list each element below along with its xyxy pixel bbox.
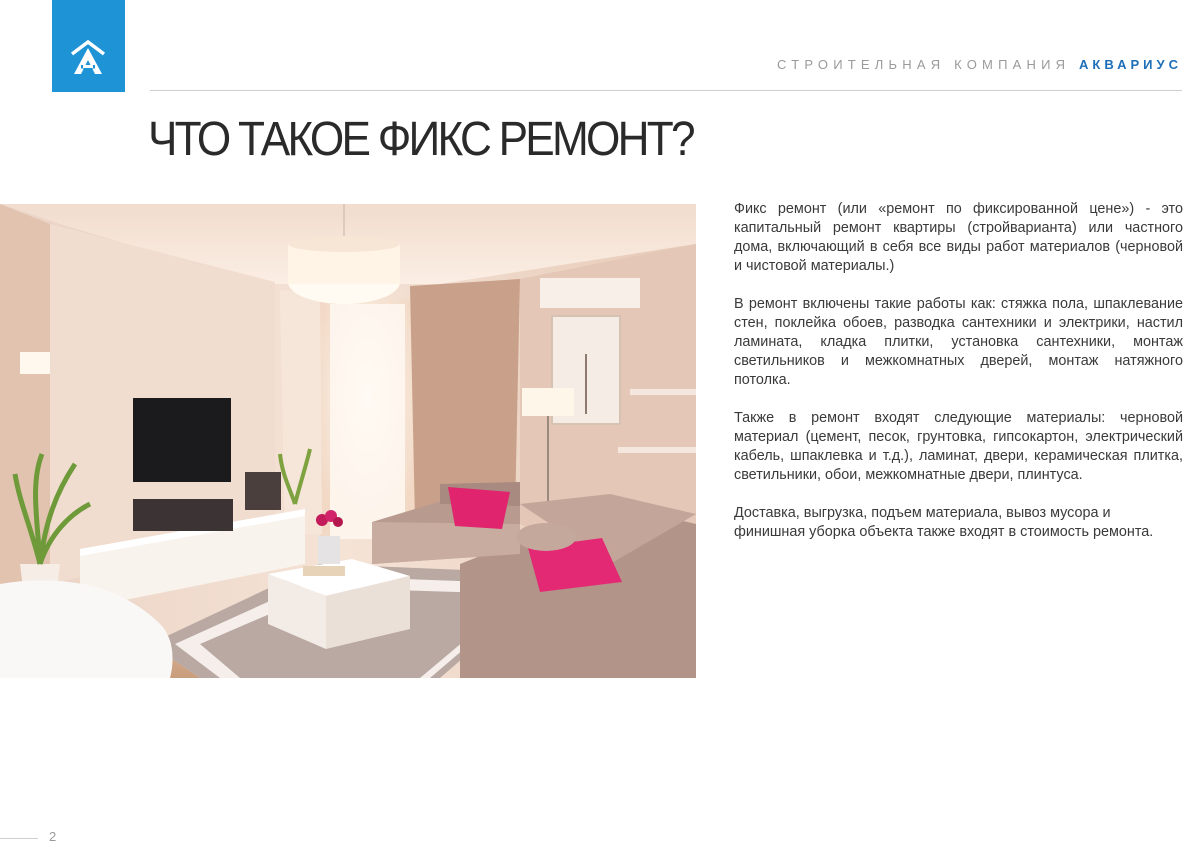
page-number: 2 (49, 829, 57, 844)
header-divider (150, 90, 1182, 91)
company-prefix: СТРОИТЕЛЬНАЯ КОМПАНИЯ (777, 57, 1071, 72)
paragraph: Также в ремонт входят следующие материалы: черновой материал (цемент, песок, грунтовка, гипсокартон, электрический кабель, шпаклевка и т.д.), ламинат, двери, керамическая плитка, светильники, обои, межкомнатные двери, плинтуса. (734, 410, 1183, 483)
company-name (777, 57, 1182, 72)
paragraph: В ремонт включены такие работы как: стяжка пола, шпаклевание стен, поклейка обоев, разводка сантехники и электрики, настил ламината, кладка плитки, установка сантехники, монтаж светильников и межкомнатных дверей, монтаж натяжного потолка. (734, 296, 1183, 388)
page-title: ЧТО ТАКОЕ ФИКС РЕМОНТ? (148, 113, 693, 166)
page-number-rule (0, 838, 38, 839)
company-brand: АКВАРИУС (1079, 57, 1182, 72)
description-text (734, 200, 1183, 561)
house-a-logo-icon (69, 40, 107, 76)
living-room-interior-photo (0, 204, 696, 678)
logo (52, 0, 125, 92)
paragraph: Фикс ремонт (или «ремонт по фиксированной цене») - это капитальный ремонт квартиры (стройварианта) или частного дома, включающий в себя все виды работ материалов (черновой и чистовой материалы.) (734, 201, 1183, 274)
paragraph: Доставка, выгрузка, подъем материала, вывоз мусора и финишная уборка объекта также входят в стоимость ремонта. (734, 505, 1154, 540)
